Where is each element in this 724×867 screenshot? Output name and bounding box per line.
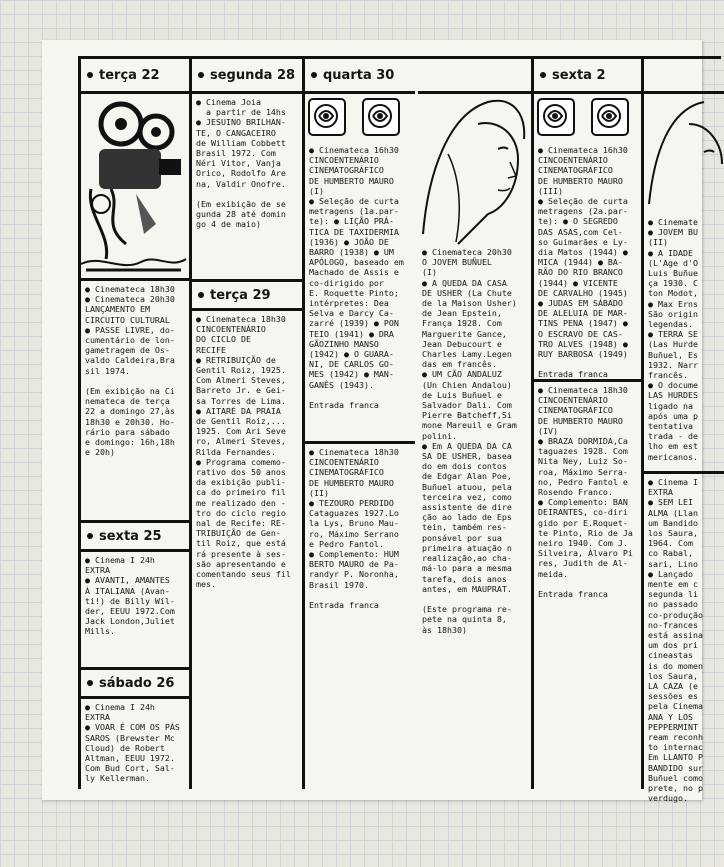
bullet-icon: [198, 292, 204, 298]
day-header: [534, 59, 641, 94]
rose-logos: [305, 94, 415, 142]
listing-passe-livre: ● Cinemateca 18h30 ● Cinemateca 20h30 LANÇAMENTO EM CIRCUITO CULTURAL ● PASSE LIVRE, do- cumentário de lon- gametragem de Os- valdo Caldeira,Bra sil 1974. (Em exibição na Ci nemateca de terça 22 a domingo 27,às 18h30 e 20h30. Ho- rário para sábado e domingo: 16h,18h e 20h): [81, 281, 189, 523]
projector-illustration: [81, 94, 189, 281]
day-header: [81, 670, 189, 699]
header-spacer: [418, 59, 531, 94]
portrait-illustration: [644, 94, 724, 214]
program-page: [42, 40, 703, 804]
bullet-icon: [87, 72, 93, 78]
day-header-label: terça 29: [210, 287, 271, 303]
day-header-label: sexta 2: [552, 67, 606, 83]
day-header-label: terça 22: [99, 67, 160, 83]
day-header: [305, 59, 415, 94]
column-cut-off: [644, 59, 724, 804]
day-header-label: sábado 26: [99, 675, 175, 691]
listing-mauro-iv: ● Cinemateca 18h30 CINCOENTENÁRIO CINEMATOGRÁFICO DE HUMBERTO MAURO (IV) ● BRAZA DORMIDA,Ca taguazes 1928. Com Nita Ney, Luiz So- roa, Máximo Serra- no, Pedro Fantol e Rosendo Franco. ● Complemento: BAN DEIRANTES, co-diri gido por E.Roquet- te Pinto, Rio de Ja neiro 1940. Com J. Silveira, Álvaro Pi res, Judith de Al- meida. Entrada franca: [538, 385, 633, 600]
listing-sem-lei: ● Cinema I EXTRA ● SEM LEI ALMA (Llan um Bandido los Saura, 1964. Com co Rabal, sari, Lino ● Lançado mente em c segunda li no passado co-produção no-frances está assina um dos pri cineastas is do momen los Saura, LA CAZA (e sessões es pela Cinema ANA Y LOS PEPPERMINT ream reconh to internac Em LLANTO P BANDIDO sur Buñuel como prete, no p verdugo.: [648, 477, 703, 804]
column-segunda-28: [192, 59, 302, 789]
listing-jovem-bunuel-ii: ● Cinemate ● JOVEM BU (II) ● A IDADE (L'Age d'O Luis Buñue ça 1930. C ton Modot, ● Max Erns São origin legendas. ● TERRA SE (Las Hurde Buñuel, Es 1932. Narr francês. ● O docume LAS HURDES ligado na após uma p tentativa trada - de lho em est mericanos.: [644, 214, 724, 474]
listing-mauro-i: ● Cinemateca 16h30 CINCOENTENÁRIO CINEMATOGRÁFICO DE HUMBERTO MAURO (I) ● Seleção de curta metragens (1a.par- te): ● LIÇÃO PRÁ- TICA DE TAXIDERMIA (1936) ● JOÃO DE BARRO (1938) ● UM APÓLOGO, baseado em Machado de Assis e co-dirigido por E. Roquette Pinto; intérpretes: Dea Selva e Darcy Ca- zarré (1939) ● PON TEIO (1941) ● DRA GÃOZINHO MANSO (1942) ● O GUARA- NI, DE CARLOS GO- MES (1942) ● MAN- GANÊS (1943). Entrada franca: [305, 142, 415, 444]
day-header-label: quarta 30: [323, 67, 395, 83]
column-quarta-30-cont: [418, 59, 531, 789]
column-sexta-2: [534, 59, 641, 789]
hooded-face-icon: [644, 94, 724, 214]
rose-logo-icon: [362, 98, 400, 136]
film-projector-icon: [81, 94, 186, 274]
listing-retribuicao: ● Cinemateca 18h30 CINCOENTENÁRIO DO CICLO DE RECIFE ● RETRIBUIÇÃO de Gentil Roiz, 1925. Com Almeri Steves, Barreto Jr. e Gei- sa Torres de Lima. ● AITARÉ DA PRAIA de Gentil Roiz,... 1925. Com Ari Seve ro, Almeri Steves, Rilda Fernandes. ● Programa comemo- rativo dos 50 anos da exibição publi- ca do primeiro fil me realizado den - tro do ciclo regio nal de Recife: RE- TRIBUIÇÃO de Gen- til Roiz, que está rá presente à ses- são apresentando e comentando seus fil mes.: [196, 314, 291, 590]
rose-logos: [534, 94, 641, 142]
rose-logo-icon: [591, 98, 629, 136]
portrait-illustration: [418, 94, 531, 244]
bullet-icon: [540, 72, 546, 78]
column-terca-22: [81, 59, 189, 789]
hooded-face-icon: [418, 94, 530, 244]
listing-jesuino: ● Cinema Joia a partir de 14hs ● JESUINO BRILHAN- TE, O CANGACEIRO de William Cobbett Brasil 1972. Com Néri Vitor, Vanja Orico, Rodolfo Are na, Valdir Onofre. (Em exibição de se gunda 28 até domin go 4 de maio): [196, 97, 286, 230]
day-header: [192, 279, 302, 311]
day-header: [81, 523, 189, 552]
rose-logo-icon: [537, 98, 575, 136]
rose-logo-icon: [308, 98, 346, 136]
day-header-label: segunda 28: [210, 67, 296, 83]
bullet-icon: [311, 72, 317, 78]
bullet-icon: [198, 72, 204, 78]
listing-mauro-iii: ● Cinemateca 16h30 CINCOENTENÁRIO CINEMATOGRÁFICO DE HUMBERTO MAURO (III) ● Seleção de curta metragens (2a.par- te): ● O SEGREDO DAS ASAS,com Cel- so Guimarães e Ly- dia Matos (1944) ● MICA (1944) ● BA- RÃO DO RIO BRANCO (1944) ● VICENTE DE CARVALHO (1945) ● JUDAS EM SÁBADO DE ALELUIA DE MAR- TINS PENA (1947) ● O ESCRAVO DE CAS- TRO ALVES (1948) ● RUY BARBOSA (1949) Entrada franca: [534, 142, 641, 382]
header-spacer: [644, 59, 724, 94]
bullet-icon: [87, 533, 93, 539]
listing-mauro-ii: ● Cinemateca 18h30 CINCOENTENÁRIO CINEMATOGRÁFICO DE HUMBERTO MAURO (II) ● TEZOURO PERDIDO Cataguazes 1927.Lo la Lys, Bruno Mau- ro, Máximo Serrano e Pedro Fantol. ● Complemento: HUM BERTO MAURO de Pa- randyr P. Noronha, Brasil 1970. Entrada franca: [309, 447, 399, 611]
listing-avanti: ● Cinema I 24h EXTRA ● AVANTI, AMANTES À ITALIANA (Avan- ti!) de Billy Wil- der, EEUU 1972.Com Jack London,Juliet Mills.: [81, 552, 189, 670]
day-header-label: sexta 25: [99, 528, 162, 544]
listing-voar: ● Cinema I 24h EXTRA ● VOAR É COM OS PÁS SAROS (Brewster Mc Cloud) de Robert Altman, EEUU 1972. Com Bud Cort, Sal- ly Kellerman.: [85, 702, 180, 784]
day-header: [192, 59, 302, 94]
day-header: [81, 59, 189, 94]
column-quarta-30: [305, 59, 415, 789]
listing-jovem-bunuel-i: ● Cinemateca 20h30 O JOVEM BUÑUEL (I) ● A QUEDA DA CASA DE USHER (La Chute de la Maison Usher) de Jean Epstein, França 1928. Com Marguerite Gance, Jean Debucourt e Charles Lamy.Legen das em francês. ● UM CÃO ANDALUZ (Un Chien Andalou) de Luis Buñuel e Salvador Dali. Com Pierre Batcheff,Si mone Mareuil e Gram polini. ● Em A QUEDA DA CA SA DE USHER, basea do em dois contos de Edgar Alan Poe, Buñuel atuou, pela terceira vez, como assistente de dire ção ao lado de Eps tein, também res- ponsável por sua primeira atuação n realização,ao cha- má-lo para a mesma tarefa, dois anos antes, em MAUPRAT. (Este programa re- pete na quinta 8, às 18h30): [422, 247, 517, 635]
bullet-icon: [87, 680, 93, 686]
schedule-grid: [78, 56, 721, 804]
